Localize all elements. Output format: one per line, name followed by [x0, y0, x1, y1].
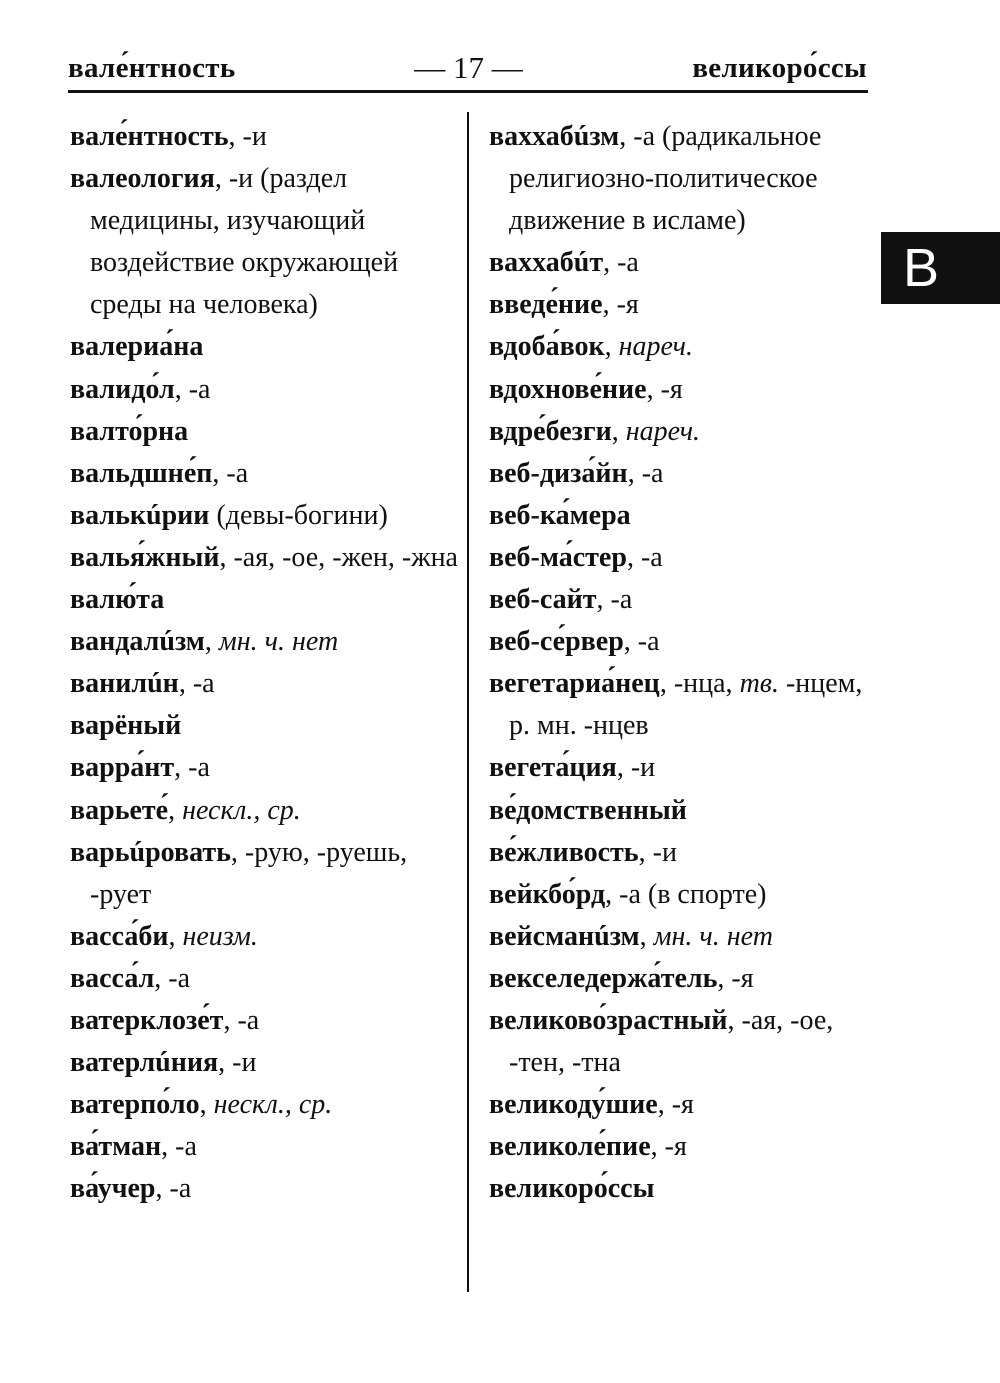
dictionary-entry [70, 579, 462, 621]
dictionary-entry [489, 663, 874, 747]
dictionary-entry [489, 537, 874, 579]
headword: вегета́ция [489, 752, 617, 784]
dictionary-entry [489, 369, 874, 411]
dictionary-entry [70, 621, 462, 663]
grammar-note: нареч. [625, 415, 701, 447]
dictionary-entry [70, 958, 462, 1000]
dictionary-entry [70, 369, 462, 411]
dictionary-entry [70, 790, 462, 832]
dictionary-entry [70, 495, 462, 537]
entry-text: , -и [616, 752, 656, 784]
entry-text: , -и [218, 1047, 257, 1079]
dictionary-entry [489, 874, 874, 916]
headword: веб-се́рвер [489, 626, 624, 658]
dictionary-entry [489, 790, 874, 832]
headword: варёный [70, 710, 182, 742]
entry-text: , -а [212, 457, 249, 489]
dictionary-entry [489, 621, 874, 663]
entry-text: , -и [638, 836, 677, 868]
entry-text: , -а [603, 247, 639, 279]
entry-text: (девы-богини) [209, 499, 388, 531]
headword: вейкбо́рд [489, 878, 606, 910]
entry-text: , -а [596, 584, 633, 616]
dictionary-entry [70, 326, 462, 368]
headword: великоду́шие [489, 1089, 658, 1121]
entry-text: , [204, 626, 219, 658]
entry-text: , -и [228, 121, 267, 152]
headword: варьúровать [70, 836, 231, 868]
entry-text: , [168, 794, 183, 826]
dictionary-entry [489, 1126, 874, 1168]
headword: вегетариа́нец [489, 668, 660, 700]
dictionary-entry [70, 705, 462, 747]
entry-text: , -ая, -ое, -тен, -тна [509, 1004, 834, 1079]
entry-text: , -я [717, 962, 754, 994]
entry-text: , -а [154, 962, 191, 994]
headword: ватерпо́ло [70, 1089, 200, 1121]
entry-text: , -а [223, 1004, 260, 1036]
headword: векселедержа́тель [489, 962, 718, 994]
grammar-note: нескл., ср. [182, 794, 301, 826]
header-last-word: великоро́ссы [692, 52, 867, 84]
headword: ва́учер [70, 1173, 156, 1205]
dictionary-entry [70, 1042, 462, 1084]
headword: ванилúн [70, 668, 179, 700]
headword: валеология [70, 163, 215, 195]
headword: вдохнове́ние [489, 373, 647, 405]
headword: ве́жливость [489, 836, 639, 868]
headword: валериа́на [70, 331, 204, 363]
dictionary-entry [489, 916, 874, 958]
headword: валья́жный [70, 541, 220, 573]
headword: ваххабúзм [489, 121, 620, 152]
headword: валидо́л [70, 373, 175, 405]
entry-text: , -я [602, 289, 639, 321]
headword: вале́нтность [70, 121, 229, 152]
dictionary-entry [489, 832, 874, 874]
grammar-note: нареч. [618, 331, 693, 363]
dictionary-entry [489, 958, 874, 1000]
headword: веб-ма́стер [489, 541, 627, 573]
dictionary-entry [70, 663, 462, 705]
dictionary-entry [489, 747, 874, 789]
dictionary-entry [70, 116, 462, 158]
header-first-word: вале́нтность [68, 52, 236, 84]
headword: васса́би [70, 920, 169, 952]
dictionary-entry [489, 453, 874, 495]
entry-text: , -и (раздел медицины, изучающий воздействие окружающей среды на человека) [90, 163, 399, 321]
grammar-note: нескл., ср. [213, 1089, 333, 1121]
headword: великово́зрастный [489, 1004, 728, 1036]
dictionary-entry [489, 284, 874, 326]
entry-text: , [199, 1089, 214, 1121]
dictionary-entry [70, 411, 462, 453]
grammar-note: тв. [739, 668, 779, 700]
entry-text: , -а [174, 373, 211, 405]
grammar-note: мн. ч. нет [653, 920, 773, 952]
dictionary-entry [489, 579, 874, 621]
headword: веб-ка́мера [489, 499, 631, 531]
dictionary-entry [489, 116, 874, 242]
entry-text: , -а [626, 541, 663, 573]
entry-text: , -я [646, 373, 683, 405]
right-column [489, 116, 874, 1210]
grammar-note: мн. ч. нет [218, 626, 339, 658]
entry-text: , [168, 920, 183, 952]
entry-text: , -а (в спорте) [605, 878, 767, 910]
headword: великоле́пие [489, 1131, 651, 1163]
entry-text: , [604, 331, 619, 363]
headword: варьете́ [70, 794, 169, 826]
entry-text: , -а (радикальное религиозно-политическое движение в исламе) [509, 121, 822, 237]
entry-text: , -рую, -руешь, -рует [90, 836, 408, 910]
dictionary-entry [70, 158, 462, 326]
dictionary-entry [489, 1000, 874, 1084]
dictionary-entry [489, 495, 874, 537]
headword: валю́та [70, 584, 165, 616]
dictionary-entry [489, 326, 874, 368]
headword: вальдшне́п [70, 457, 213, 489]
headword: васса́л [70, 962, 155, 994]
headword: ватерклозе́т [70, 1004, 224, 1036]
entry-text-tail: -нцем, р. мн. -нцев [509, 668, 863, 742]
dictionary-entry [70, 916, 462, 958]
headword: ватерлúния [70, 1047, 219, 1079]
headword: вдре́безги [489, 415, 612, 447]
headword: вандалúзм [70, 626, 205, 658]
headword: ва́тман [70, 1131, 162, 1163]
column-divider [467, 112, 469, 1292]
entry-text: , [611, 415, 626, 447]
headword: ваххабúт [489, 247, 604, 279]
entry-text: , -а [155, 1173, 192, 1205]
entry-text: , -нца, [659, 668, 740, 700]
entry-text: , -а [178, 668, 215, 700]
dictionary-entry [489, 1168, 874, 1210]
headword: валькúрии [70, 499, 210, 531]
dictionary-entry [489, 411, 874, 453]
headword: великоро́ссы [489, 1173, 655, 1205]
headword: варра́нт [70, 752, 175, 784]
headword: веб-диза́йн [489, 457, 628, 489]
headword: вейсманúзм [489, 920, 640, 952]
letter-thumb-tab: В [881, 232, 1000, 304]
entry-text: , -а [161, 1131, 197, 1163]
left-column [70, 116, 462, 1210]
dictionary-entry [70, 1126, 462, 1168]
entry-text: , -а [174, 752, 210, 784]
headword: вдоба́вок [489, 331, 605, 363]
entry-text: , -а [623, 626, 660, 658]
headword: ве́домственный [489, 794, 687, 826]
entry-text: , -а [627, 457, 664, 489]
dictionary-entry [70, 1084, 462, 1126]
headword: введе́ние [489, 289, 603, 321]
headword: веб-сайт [489, 584, 597, 616]
entry-text: , -я [657, 1089, 694, 1121]
entry-text: , -ая, -ое, -жен, -жна [219, 541, 458, 573]
headword: валто́рна [70, 415, 189, 447]
dictionary-entry [70, 1000, 462, 1042]
dictionary-entry [489, 1084, 874, 1126]
entry-text: , [639, 920, 654, 952]
header-rule [68, 90, 868, 93]
dictionary-entry [70, 747, 462, 789]
page-number: — 17 — [414, 50, 523, 85]
grammar-note: неизм. [182, 920, 258, 952]
dictionary-entry [70, 832, 462, 916]
dictionary-entry [489, 242, 874, 284]
entry-text: , -я [650, 1131, 687, 1163]
dictionary-entry [70, 453, 462, 495]
dictionary-entry [70, 537, 462, 579]
dictionary-entry [70, 1168, 462, 1210]
